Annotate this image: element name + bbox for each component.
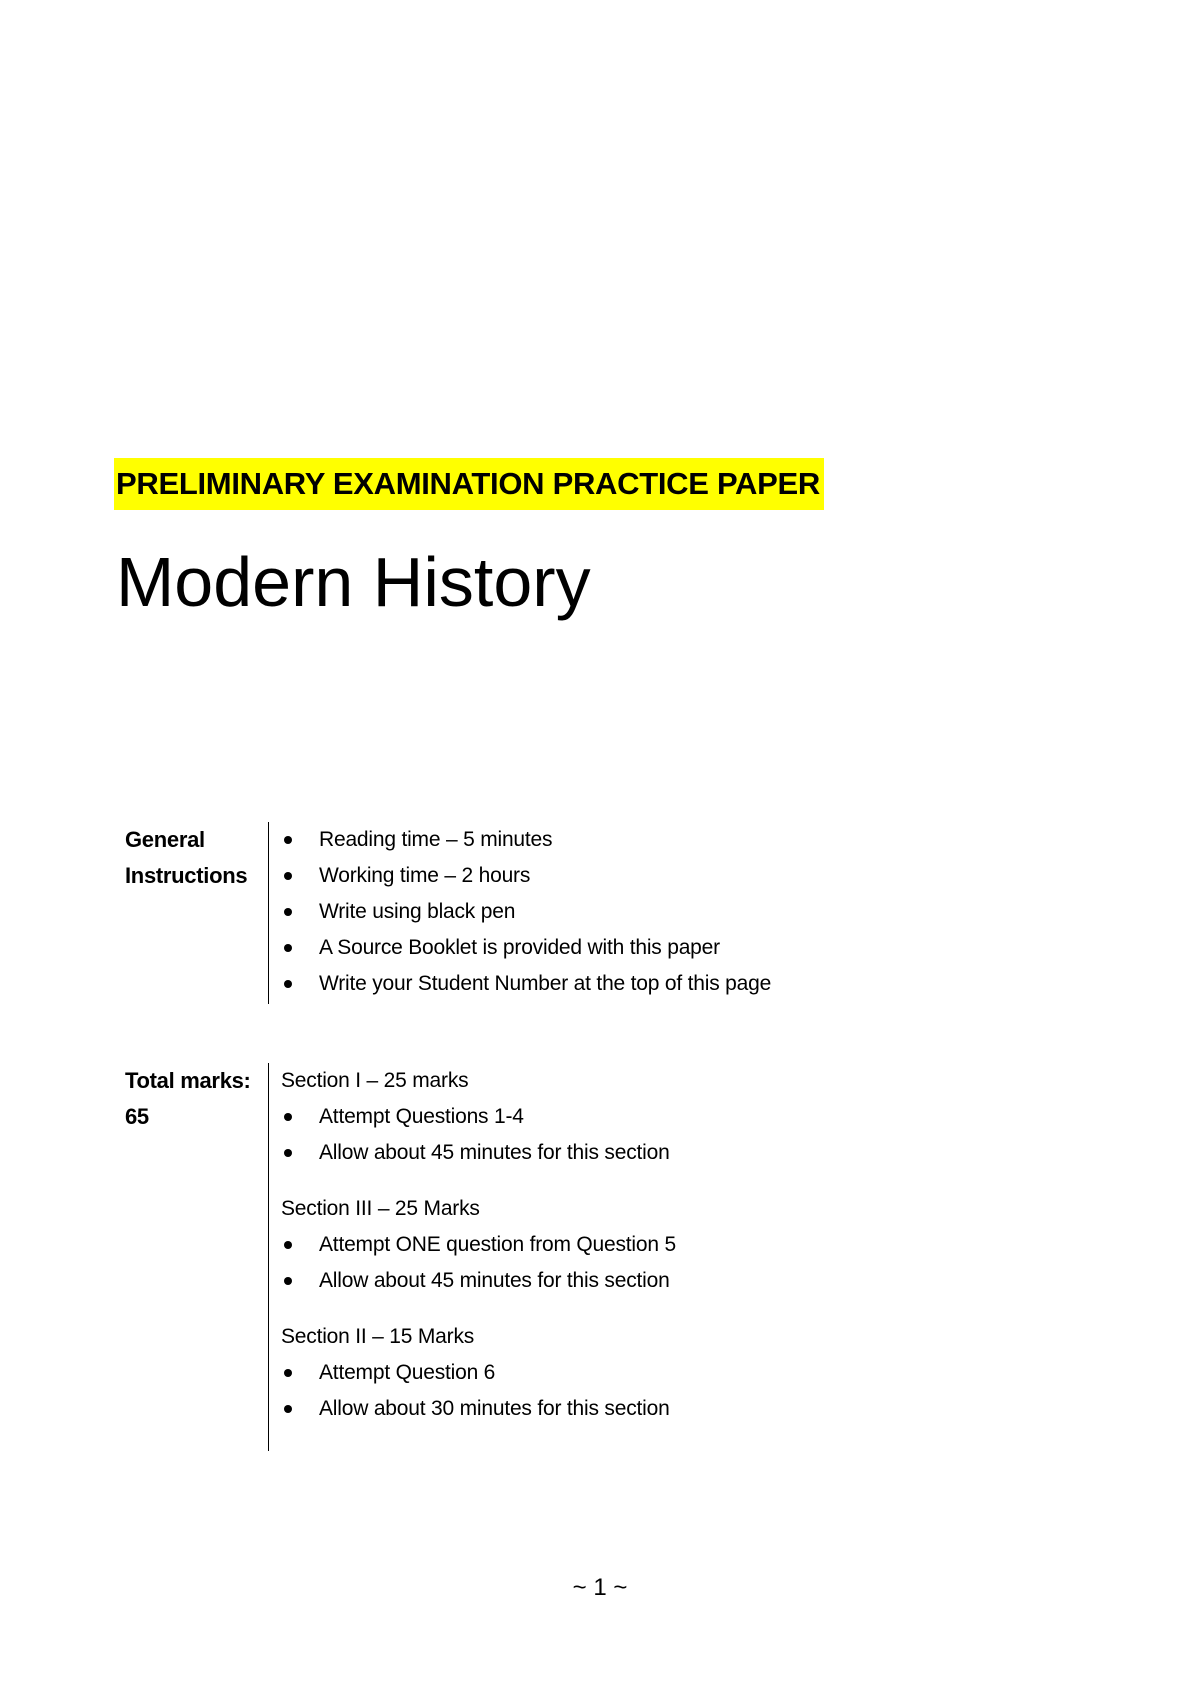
subject-title: Modern History xyxy=(116,543,591,621)
list-item xyxy=(281,1263,676,1299)
list-item-text: Write using black pen xyxy=(319,900,516,923)
list-item xyxy=(281,894,771,930)
sections-breakdown xyxy=(268,1063,676,1451)
list-item xyxy=(281,930,771,966)
bullet-icon xyxy=(284,836,292,844)
list-item-text: Attempt ONE question from Question 5 xyxy=(319,1233,676,1256)
bullet-icon xyxy=(284,1405,292,1413)
general-instructions-label-line2: Instructions xyxy=(125,863,248,888)
list-item-text: Attempt Question 6 xyxy=(319,1361,496,1384)
total-marks-value: 65 xyxy=(125,1104,149,1129)
bullet-icon xyxy=(284,1277,292,1285)
section-heading: Section II – 15 Marks xyxy=(281,1325,475,1348)
bullet-icon xyxy=(284,1241,292,1249)
bullet-icon xyxy=(284,1369,292,1377)
general-instructions-label-line1: General xyxy=(125,827,205,852)
page-number: ~ 1 ~ xyxy=(572,1574,628,1601)
list-item-text: Attempt Questions 1-4 xyxy=(319,1105,524,1128)
list-item xyxy=(281,1099,676,1135)
section-heading: Section III – 25 Marks xyxy=(281,1197,480,1220)
list-item xyxy=(281,966,771,1002)
bullet-icon xyxy=(284,1113,292,1121)
list-item-text: Write your Student Number at the top of this page xyxy=(319,972,772,995)
bullet-icon xyxy=(284,1149,292,1157)
list-item xyxy=(281,822,771,858)
section-bullet-list xyxy=(281,1355,676,1427)
list-item xyxy=(281,1135,676,1171)
bullet-icon xyxy=(284,872,292,880)
bullet-icon xyxy=(284,908,292,916)
total-marks-label xyxy=(125,1063,251,1135)
section-group-2 xyxy=(281,1191,676,1299)
section-heading: Section I – 25 marks xyxy=(281,1069,469,1092)
bullet-icon xyxy=(284,944,292,952)
list-item xyxy=(281,1227,676,1263)
exam-type-label: PRELIMINARY EXAMINATION PRACTICE PAPER xyxy=(114,458,824,510)
instructions-bullet-list xyxy=(281,822,771,1002)
list-item-text: Allow about 45 minutes for this section xyxy=(319,1269,670,1292)
list-item-text: Allow about 30 minutes for this section xyxy=(319,1397,670,1420)
section-bullet-list xyxy=(281,1227,676,1299)
general-instructions-label xyxy=(125,822,247,894)
bullet-icon xyxy=(284,980,292,988)
list-item-text: Working time – 2 hours xyxy=(319,864,531,887)
section-bullet-list xyxy=(281,1099,676,1171)
list-item xyxy=(281,1391,676,1427)
total-marks-label-line1: Total marks: xyxy=(125,1068,251,1093)
list-item-text: Allow about 45 minutes for this section xyxy=(319,1141,670,1164)
list-item-text: Reading time – 5 minutes xyxy=(319,828,553,851)
list-item xyxy=(281,858,771,894)
section-group-3 xyxy=(281,1319,676,1427)
section-group-1 xyxy=(281,1063,676,1171)
general-instructions-list xyxy=(268,822,771,1004)
list-item xyxy=(281,1355,676,1391)
list-item-text: A Source Booklet is provided with this paper xyxy=(319,936,720,959)
